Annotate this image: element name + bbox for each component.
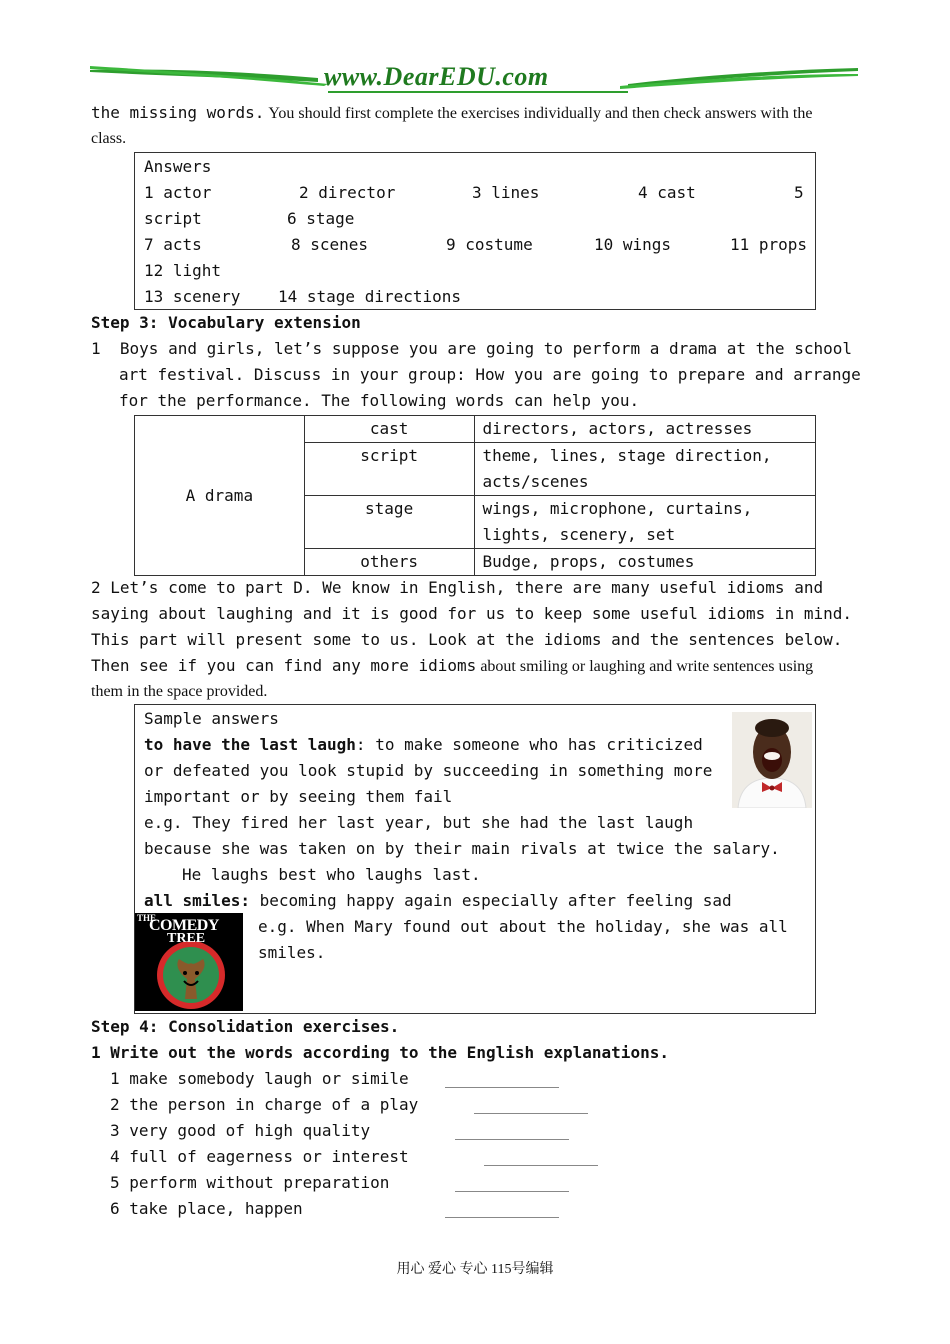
answers-title: Answers [144,157,212,176]
step3-para-line: for the performance. The following words can help you. [119,391,640,410]
answer-item: 4 cast [638,183,696,202]
idiom-1-line: to have the last laugh: to make someone who has criticized [144,735,703,754]
answer-item: 14 stage directions [278,287,462,306]
intro-line-2: class. [91,130,127,147]
step3-para-line: art festival. Discuss in your group: How you are going to prepare and arrange [119,365,861,384]
exercise-item: 6 take place, happen [110,1199,303,1218]
exercise-item: 4 full of eagerness or interest [110,1147,409,1166]
answer-blank[interactable] [455,1138,569,1140]
answer-item: 1 actor [144,183,212,202]
answer-item: 9 costume [446,235,533,254]
part2-line: This part will present some to us. Look at the idioms and the sentences below. [91,630,843,649]
comedy-tree-logo [135,913,243,1011]
table-words: Budge, props, costumes [474,549,816,576]
part2-line: saying about laughing and it is good for us to keep some useful idioms in mind. [91,604,852,623]
logo-text-comedy: COMEDY [149,917,219,934]
idiom-2-example: smiles. [258,943,326,962]
table-words: directors, actors, actresses [474,416,816,443]
part2-line: them in the space provided. [91,683,268,700]
exercise-item: 2 the person in charge of a play [110,1095,419,1114]
answer-item: 11 props [730,235,808,254]
exercise-item: 3 very good of high quality [110,1121,371,1140]
answer-item: 5 [794,183,804,202]
idiom-2-line: all smiles: becoming happy again especially after feeling sad [144,891,732,910]
answer-item: 3 lines [472,183,540,202]
part2-line: 2 Let’s come to part D. We know in English, there are many useful idioms and [91,578,824,597]
table-category: cast [304,416,474,443]
answer-item: 12 light [144,261,222,280]
idiom-1-def: or defeated you look stupid by succeeding in something more [144,761,713,780]
answer-blank[interactable] [455,1190,569,1192]
site-title: www.DearEDU.com [324,62,549,91]
page-footer: 用心 爱心 专心 115号编辑 [396,1262,554,1277]
table-category: stage [304,496,474,549]
header-banner [88,62,860,98]
step4-subheading: 1 Write out the words according to the English explanations. [91,1043,669,1062]
answer-blank[interactable] [484,1164,598,1166]
idiom-1-proverb: He laughs best who laughs last. [182,865,481,884]
idiom-1-example: e.g. They fired her last year, but she had the last laugh [144,813,694,832]
logo-text-the: THE [137,913,157,923]
part2-line: Then see if you can find any more idioms about smiling or laughing and write sentences using [91,656,814,675]
table-main-cell: A drama [135,416,305,576]
answer-item: 10 wings [594,235,672,254]
idiom-2-example: e.g. When Mary found out about the holiday, she was all [258,917,788,936]
logo-text-tree: TREE [167,931,206,946]
table-words: wings, microphone, curtains, lights, scenery, set [474,496,816,549]
idiom-1-example: because she was taken on by their main rivals at twice the salary. [144,839,780,858]
step3-heading: Step 3: Vocabulary extension [91,313,361,332]
table-category: others [304,549,474,576]
exercise-item: 1 make somebody laugh or simile [110,1069,409,1088]
answer-item: 6 stage [287,209,355,228]
exercise-item: 5 perform without preparation [110,1173,390,1192]
answer-item: 13 scenery [144,287,241,306]
step4-heading: Step 4: Consolidation exercises. [91,1017,400,1036]
laughing-man-image [732,712,812,808]
answer-blank[interactable] [445,1216,559,1218]
step3-para-line: 1 Boys and girls, let’s suppose you are going to perform a drama at the school [91,339,852,358]
table-category: script [304,443,474,496]
answer-item: 2 director [299,183,396,202]
intro-line-1: the missing words. You should first complete the exercises individually and then check answers with the [91,103,813,122]
vocab-table [134,415,816,576]
answer-item: script [144,209,202,228]
sample-title: Sample answers [144,709,279,728]
answer-blank[interactable] [474,1112,588,1114]
answer-item: 7 acts [144,235,202,254]
table-words: theme, lines, stage direction, acts/scenes [474,443,816,496]
answer-blank[interactable] [445,1086,559,1088]
answer-item: 8 scenes [291,235,369,254]
idiom-1-def: important or by seeing them fail [144,787,453,806]
